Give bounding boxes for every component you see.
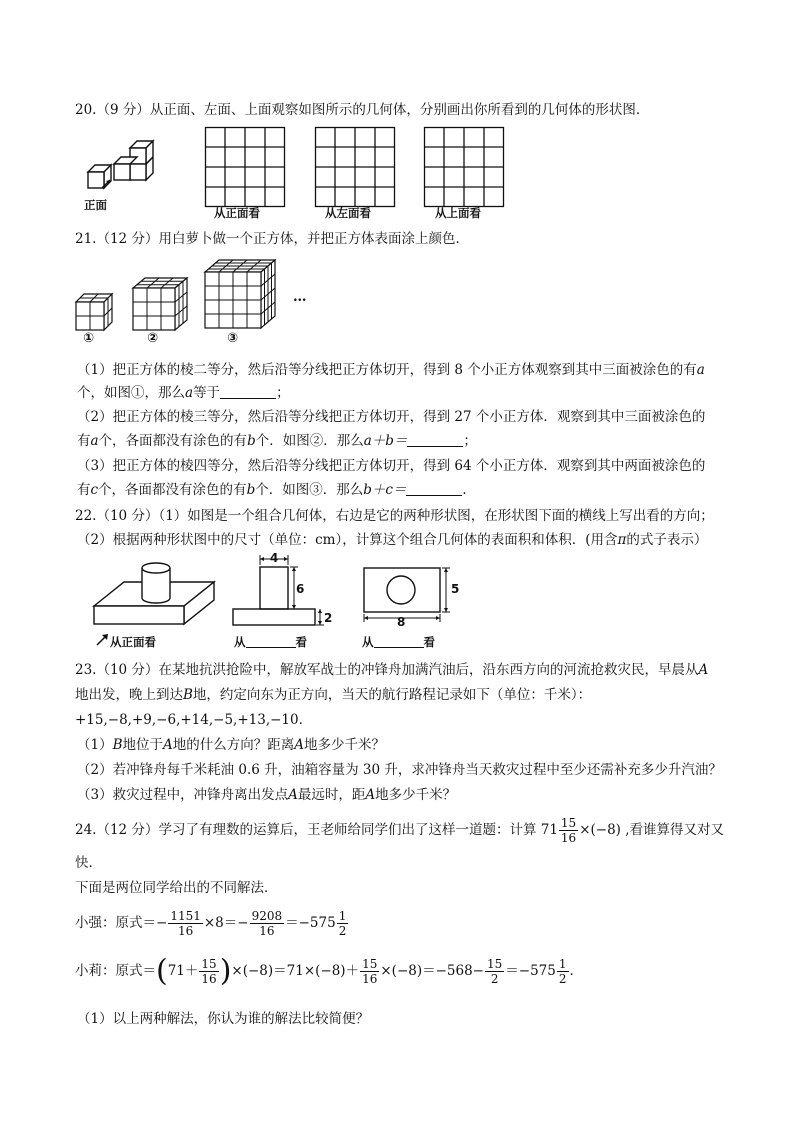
- q21-p2-line2: 有a个，各面都没有涂色的有b个．如图②．那么a＋b＝ ；: [77, 433, 477, 449]
- q21-label-1: ①: [83, 331, 95, 346]
- q20-grid-front: [205, 127, 285, 207]
- q23-q2: （2）若冲锋舟每千米耗油 0.6 升，油箱容量为 30 升，求冲锋舟当天救灾过程中至少还需补充多少升汽油？: [77, 762, 722, 778]
- q22-front-caption: 从正面看: [110, 635, 156, 649]
- q22-solid-figure: [94, 560, 218, 632]
- q24-line1: 24.（12 分）学习了有理数的运算后，王老师给同学们出了这样一道题：计算 71 $\frac{15}{16}$ ×(−8) ,看谁算得又对又: [75, 816, 725, 845]
- q20-grid-left: [315, 127, 395, 207]
- q21-text: 21.（12 分）用白萝卜做一个正方体，并把正方体表面涂上颜色．: [75, 231, 469, 247]
- q20-text: 20.（9 分）从正面、左面、上面观察如图所示的几何体，分别画出你所看到的几何体的形状图．: [75, 102, 650, 118]
- q23-record: +15,−8,+9,−6,+14,−5,+13,−10．: [75, 712, 313, 728]
- q20-caption-front: 从正面看: [214, 206, 260, 220]
- q20-grid-top: [424, 127, 504, 207]
- q21-cube-1: [76, 294, 116, 330]
- q24-xiaoqiang: 小强：原式＝− $\frac{1151}{16}$ ×8＝− $\frac{9208}{16}$ ＝−575 $\frac{1}{2}$: [75, 909, 347, 938]
- direction-blank-1[interactable]: [246, 635, 296, 648]
- q20-caption-left: 从左面看: [325, 206, 371, 220]
- q22-view-top: [360, 560, 460, 630]
- q20-front-label: 正面: [84, 198, 107, 212]
- q22-view-caption-2: 从 看: [362, 635, 435, 649]
- q21-cube-2: [133, 278, 189, 330]
- q21-p1-line1: （1）把正方体的棱二等分，然后沿等分线把正方体切开，得到 8 个小正方体观察到其中三面被涂色的有a: [77, 362, 705, 378]
- direction-blank-2[interactable]: [374, 635, 424, 648]
- q23-q1: （1）B地位于A地的什么方向？距离A地多少千米？: [77, 737, 386, 753]
- q22-line1: 22.（10 分）（1）如图是一个组合几何体，右边是它的两种形状图，在形状图下面的横线上写出看的方向；: [75, 508, 714, 524]
- q23-line1: 23.（10 分）在某地抗洪抢险中，解放军战士的冲锋舟加满汽油后，沿东西方向的河流抢救灾民，早晨从A: [75, 662, 709, 678]
- q22-line2: （2）根据两种形状图中的尺寸（单位：cm），计算这个组合几何体的表面积和体积．(用含π的式子表示）: [77, 532, 708, 548]
- answer-blank-1[interactable]: [220, 384, 276, 399]
- q20-caption-top: 从上面看: [435, 206, 481, 220]
- q22-arrow-icon: [96, 632, 110, 646]
- q22-dim-top-height: 6: [296, 582, 305, 596]
- q21-p1-line2: 个，如图①，那么a等于 ；: [77, 385, 290, 401]
- q21-p3-line2: 有c个，各面都没有涂色的有b个．如图③．那么b＋c＝ ．: [77, 482, 476, 498]
- q22-dim-top-width: 4: [270, 551, 279, 565]
- q20-solid-figure: [80, 136, 160, 194]
- q24-xiaoli: 小莉：原式＝(71＋ $\frac{15}{16}$ )×(−8)＝71×(−8)＋ $\frac{15}{16}$ ×(−8)＝−568− $\frac{15}{2}$ ＝−575 $\frac{1}{2}$ ．: [75, 953, 584, 989]
- q23-line2: 地出发，晚上到达B地，约定向东为正方向，当天的航行路程记录如下（单位：千米）：: [75, 687, 592, 703]
- answer-blank-2[interactable]: [407, 432, 463, 447]
- q21-cube-3: [205, 260, 279, 330]
- q21-label-2: ②: [147, 331, 159, 346]
- q24-q1: （1）以上两种解法，你认为谁的解法比较简便？: [77, 1011, 370, 1027]
- q24-intro: 下面是两位同学给出的不同解法．: [75, 880, 278, 896]
- q22-view-caption-1: 从 看: [234, 635, 307, 649]
- q21-ellipsis: …: [293, 289, 307, 305]
- q21-p2-line1: （2）把正方体的棱三等分，然后沿等分线把正方体切开，得到 27 个小正方体．观察到其中三面被涂色的: [77, 409, 706, 425]
- q22-dim-base-height: 2: [324, 611, 333, 625]
- answer-blank-3[interactable]: [406, 481, 462, 496]
- q22-view-front: [230, 553, 338, 635]
- q21-p3-line1: （3）把正方体的棱四等分，然后沿等分线把正方体切开，得到 64 个小正方体．观察到其中两面被涂色的: [77, 458, 706, 474]
- q22-dim-width: 8: [397, 615, 406, 629]
- q21-label-3: ③: [227, 331, 239, 346]
- q22-dim-depth: 5: [451, 582, 460, 596]
- q23-q3: （3）救灾过程中，冲锋舟离出发点A最远时，距A地多少千米？: [77, 787, 457, 803]
- fraction: $\frac{15}{16}$: [560, 816, 577, 845]
- q24-line1c: 快．: [75, 855, 102, 871]
